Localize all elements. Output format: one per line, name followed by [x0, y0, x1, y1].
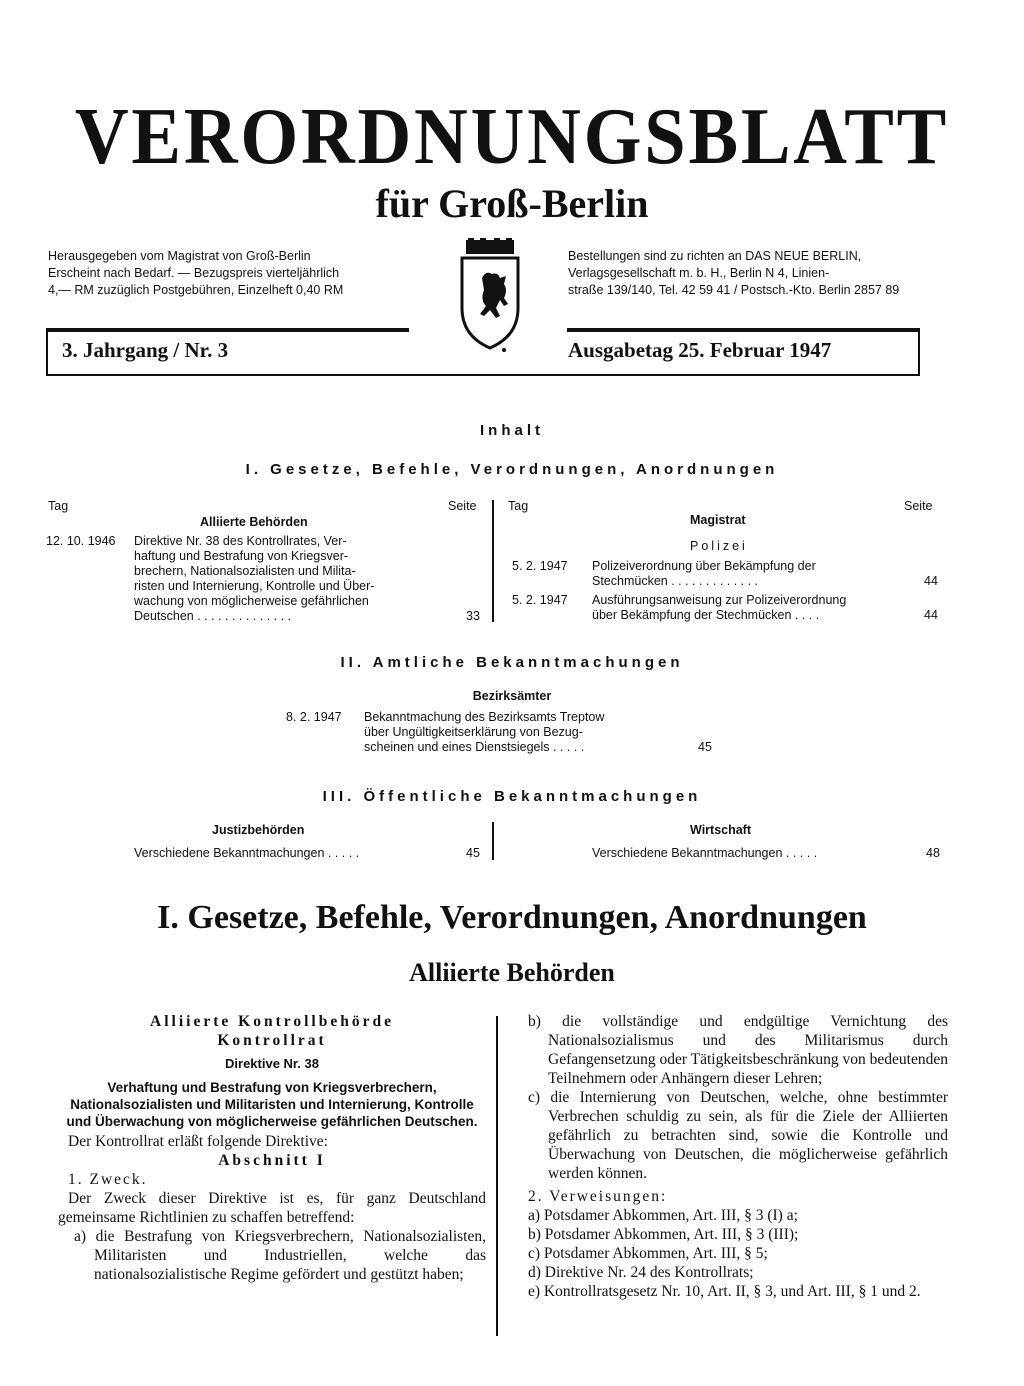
authority-line: Kontrollrat: [217, 1032, 327, 1049]
directive-title: Verhaftung und Bestrafung von Kriegsverbrechern, Nationalsozialisten und Militaristen und Internierung, Kontrolle und Überwachung von möglicherweise gefährlichen Deutschen.: [66, 1080, 478, 1129]
order-line: straße 139/140, Tel. 42 59 41 / Postsch.-Kto. Berlin 2857 89: [568, 283, 900, 297]
toc-entry: [592, 559, 907, 589]
body-right-column: [528, 1012, 948, 1301]
divider: [46, 328, 409, 332]
toc-entry-page: 44: [924, 608, 938, 622]
toc-section-3: III. Öffentliche Bekanntmachungen: [322, 788, 702, 805]
toc-entry-line: wachung von möglicherweise gefährlichen: [134, 594, 369, 608]
toc-entry: Verschiedene Bekanntmachungen . . . . .: [592, 846, 818, 860]
toc-section-1: I. Gesetze, Befehle, Verordnungen, Anordnungen: [245, 461, 779, 478]
toc-tag-label: Tag: [508, 499, 529, 513]
list-item: b) die vollständige und endgültige Vernichtung des Nationalsozialismus und des Militarismus durch Gefangensetzung oder Tätigkeitsbeschränkung von bedeutenden Teilnehmern oder Anhängern dieser Lehren;: [528, 1013, 948, 1087]
reference-item: d) Direktive Nr. 24 des Kontrollrats;: [528, 1264, 754, 1281]
toc-entry-line: über Ungültigkeitserklärung von Bezug-: [364, 725, 583, 739]
toc-entry-line: Stechmücken . . . . . . . . . . . . .: [592, 574, 759, 588]
sub-heading: Alliierte Behörden: [409, 958, 615, 987]
toc-bezirk-heading: Bezirksämter: [472, 689, 552, 703]
toc-entry-line: Polizeiverordnung über Bekämpfung der: [592, 559, 816, 573]
intro-text: Der Kontrollrat erläßt folgende Direktive:: [68, 1133, 328, 1150]
toc-authority: Magistrat: [690, 513, 746, 527]
toc-entry-line: Bekanntmachung des Bezirksamts Treptow: [364, 710, 605, 724]
toc-entry-line: über Bekämpfung der Stechmücken . . . .: [592, 608, 820, 622]
toc-tag-label: Tag: [48, 499, 69, 513]
toc-entry-line: scheinen und eines Dienstsiegels . . . . .: [364, 740, 585, 754]
masthead-subtitle: für Groß-Berlin: [375, 181, 649, 226]
reference-item: a) Potsdamer Abkommen, Art. III, § 3 (I) a;: [528, 1207, 798, 1224]
toc-seite-label: Seite: [904, 499, 933, 513]
toc-heading: Inhalt: [480, 422, 544, 439]
directive-number: Direktive Nr. 38: [225, 1056, 319, 1071]
list-item: c) die Internierung von Deutschen, welche, ohne bestimmter Verbrechen schuldig zu sein, als für die Ziele der Alliierten gefährlich zu betrachten sind, sowie die Kontrolle und Überwachung von Deutschen, die möglicherweise gefährlich werden können.: [528, 1089, 948, 1182]
order-line: Bestellungen sind zu richten an DAS NEUE BERLIN,: [568, 249, 862, 263]
toc-entry-line: brechern, Nationalsozialisten und Milita-: [134, 564, 356, 578]
toc-entry: [364, 710, 684, 755]
reference-item: c) Potsdamer Abkommen, Art. III, § 5;: [528, 1245, 768, 1262]
toc-entry-line: Ausführungsanweisung zur Polizeiverordnung: [592, 593, 847, 607]
toc-entry-date: 5. 2. 1947: [512, 559, 568, 573]
toc-entry-line: Direktive Nr. 38 des Kontrollrates, Ver-: [134, 534, 347, 548]
authority-line: Alliierte Kontrollbehörde: [150, 1013, 394, 1030]
toc-section-2: II. Amtliche Bekanntmachungen: [340, 654, 684, 671]
column-divider: [496, 1016, 498, 1336]
toc-authority: Alliierte Behörden: [200, 515, 308, 529]
toc-entry-line: risten und Internierung, Kontrolle und Über-: [134, 579, 375, 593]
publisher-info: [48, 248, 418, 299]
toc-justiz-heading: Justizbehörden: [212, 823, 305, 837]
toc-entry: [134, 534, 464, 624]
section-heading: Abschnitt I: [218, 1152, 326, 1169]
toc-seite-label: Seite: [448, 499, 477, 513]
issue-volume: 3. Jahrgang / Nr. 3: [62, 338, 229, 362]
order-info: [568, 248, 948, 299]
toc-entry: [592, 593, 912, 623]
toc-entry-page: 33: [466, 609, 480, 623]
publisher-line: 4,— RM zuzüglich Postgebühren, Einzelheft 0,40 RM: [48, 283, 344, 297]
paragraph-label: 1. Zweck.: [68, 1171, 148, 1188]
toc-subauthority: Polizei: [690, 539, 748, 553]
toc-entry-date: 12. 10. 1946: [46, 534, 116, 548]
toc-wirtschaft-heading: Wirtschaft: [690, 823, 752, 837]
reference-item: e) Kontrollratsgesetz Nr. 10, Art. II, § 3, und Art. III, § 1 und 2.: [528, 1283, 921, 1300]
column-divider: [492, 500, 494, 622]
list-item: a) die Bestrafung von Kriegsverbrechern, Nationalsozialisten, Militaristen und Industriellen, welche das nationalsozialistische Regime gefördert und gestützt haben;: [74, 1228, 486, 1283]
masthead-title: VERORDNUNGSBLATT: [74, 93, 950, 181]
toc-entry-date: 5. 2. 1947: [512, 593, 568, 607]
paragraph-label: 2. Verweisungen:: [528, 1188, 668, 1205]
toc-entry-page: 45: [466, 846, 480, 860]
toc-entry-line: Deutschen . . . . . . . . . . . . . .: [134, 609, 292, 623]
issue-date: Ausgabetag 25. Februar 1947: [568, 338, 832, 362]
publisher-line: Erscheint nach Bedarf. — Bezugspreis vierteljährlich: [48, 266, 340, 280]
main-heading: I. Gesetze, Befehle, Verordnungen, Anordnungen: [157, 899, 867, 936]
reference-item: b) Potsdamer Abkommen, Art. III, § 3 (III);: [528, 1226, 799, 1243]
body-left-column: [58, 1012, 486, 1284]
order-line: Verlagsgesellschaft m. b. H., Berlin N 4, Linien-: [568, 266, 830, 280]
toc-entry-line: haftung und Bestrafung von Kriegsver-: [134, 549, 349, 563]
paragraph-text: Der Zweck dieser Direktive ist es, für ganz Deutschland gemeinsame Richtlinien zu schaffen betreffend:: [58, 1190, 486, 1226]
toc-entry-page: 44: [924, 574, 938, 588]
toc-entry-page: 48: [926, 846, 940, 860]
toc-entry-date: 8. 2. 1947: [286, 710, 342, 724]
column-divider: [492, 822, 494, 860]
publisher-line: Herausgegeben vom Magistrat von Groß-Berlin: [48, 249, 311, 263]
toc-entry: Verschiedene Bekanntmachungen . . . . .: [134, 846, 360, 860]
divider: [567, 328, 918, 332]
toc-entry-page: 45: [698, 740, 712, 754]
